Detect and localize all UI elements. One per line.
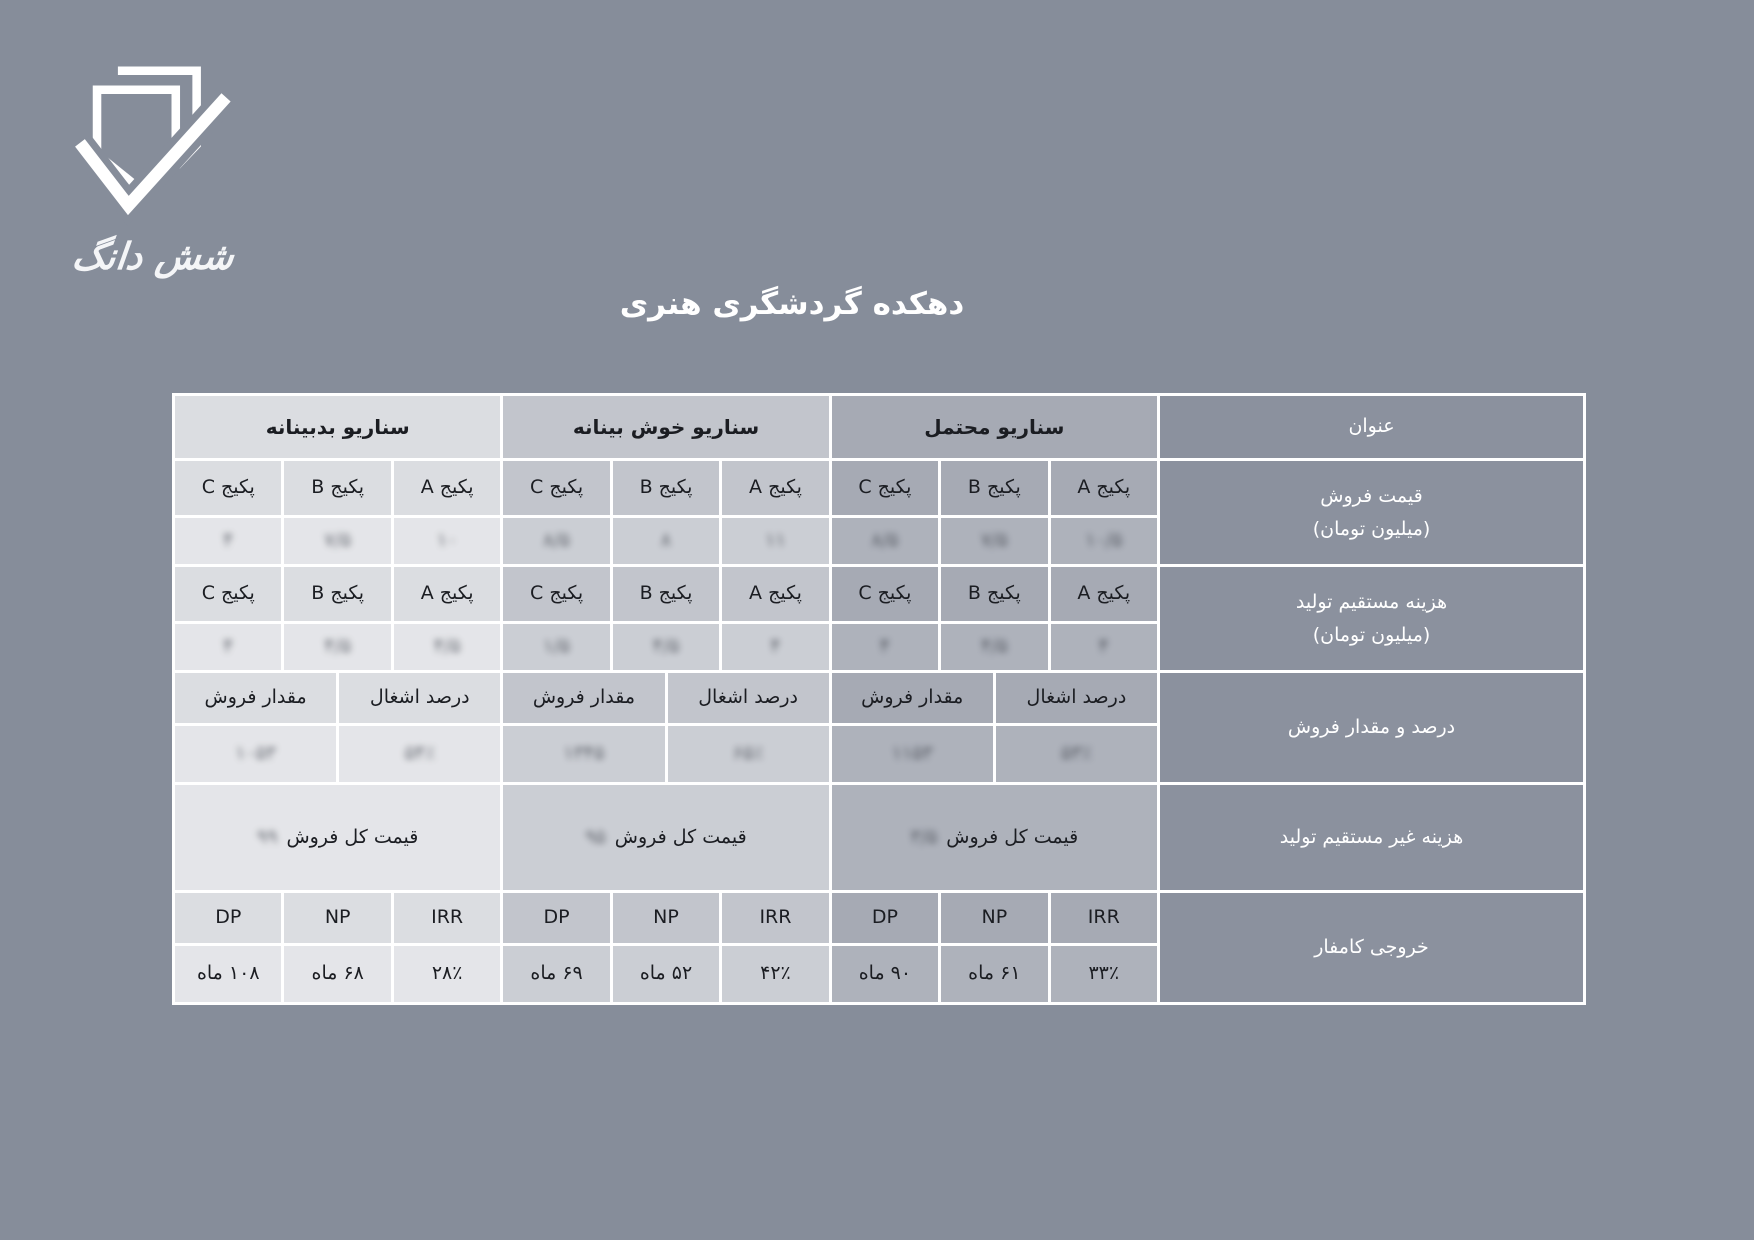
- cell-sale-pessimistic-a: [394, 518, 500, 564]
- pkg-header-cost-pessimistic-b: پکیج B: [284, 567, 390, 621]
- cell-occupancy-pessimistic: [339, 726, 500, 782]
- scenario-header-optimistic: سناریو خوش بینانه: [503, 396, 828, 458]
- cell-sale-probable-c: [832, 518, 938, 564]
- row-title-indirect-cost: هزینه غیر مستقیم تولید: [1160, 785, 1583, 890]
- cell-occupancy-optimistic: [668, 726, 829, 782]
- sub-header-amount-pessimistic: مقدار فروش: [175, 673, 336, 723]
- blurred-value: ۵۳٪: [1061, 742, 1092, 765]
- cell-cost-probable-b: [941, 624, 1047, 670]
- cell-sale-optimistic-a: [722, 518, 828, 564]
- blurred-value: ۱۰۵۳: [235, 742, 277, 765]
- comfar-value-np-probable: ۶۱ ماه: [941, 946, 1047, 1002]
- blurred-value: ۱۱: [765, 529, 786, 552]
- total-sales-label: قیمت کل فروش: [946, 825, 1079, 848]
- cell-total-sales-optimistic: [503, 785, 828, 890]
- row-title-direct-cost: [1160, 567, 1583, 670]
- blurred-value: ۱۳۴۵: [563, 742, 605, 765]
- row-title-direct-cost-line1: هزینه مستقیم تولید: [1295, 591, 1448, 614]
- blurred-value: ۹۵: [585, 825, 606, 848]
- cell-amount-pessimistic: [175, 726, 336, 782]
- blurred-value: ۴: [1098, 635, 1109, 658]
- sub-header-amount-optimistic: مقدار فروش: [503, 673, 664, 723]
- cell-occupancy-probable: [996, 726, 1157, 782]
- comfar-value-np-optimistic: ۵۲ ماه: [613, 946, 719, 1002]
- comfar-value-dp-optimistic: ۶۹ ماه: [503, 946, 609, 1002]
- blurred-value: ۸/۵: [871, 529, 899, 552]
- cell-cost-optimistic-a: [722, 624, 828, 670]
- comfar-header-np-pessimistic: NP: [284, 893, 390, 943]
- cell-cost-pessimistic-c: [175, 624, 281, 670]
- sub-header-occupancy-optimistic: درصد اشغال: [668, 673, 829, 723]
- blurred-value: ۴: [879, 635, 891, 658]
- cell-amount-probable: [832, 726, 993, 782]
- comfar-header-np-optimistic: NP: [613, 893, 719, 943]
- row-title-comfar: خروجی کامفار: [1160, 893, 1583, 1002]
- pkg-header-cost-probable-a: پکیج A: [1051, 567, 1157, 621]
- blurred-value: ۴: [223, 635, 234, 658]
- comfar-header-dp-optimistic: DP: [503, 893, 609, 943]
- cell-amount-optimistic: [503, 726, 664, 782]
- comfar-value-irr-optimistic: ۴۲٪: [722, 946, 828, 1002]
- brand-logo: [58, 48, 248, 278]
- cell-sale-probable-a: [1051, 518, 1157, 564]
- row-title-sale-price-line2: (میلیون تومان): [1312, 517, 1431, 540]
- pkg-header-cost-probable-b: پکیج B: [941, 567, 1047, 621]
- scenario-table: [172, 393, 1586, 1005]
- total-sales-label: قیمت کل فروش: [286, 825, 419, 848]
- blurred-value: ۳/۵: [910, 825, 938, 848]
- comfar-value-irr-probable: ۳۳٪: [1051, 946, 1157, 1002]
- pkg-header-sale-pessimistic-c: پکیج C: [175, 461, 281, 515]
- comfar-header-np-probable: NP: [941, 893, 1047, 943]
- cell-cost-probable-a: [1051, 624, 1157, 670]
- pkg-header-sale-pessimistic-a: پکیج A: [394, 461, 500, 515]
- cell-sale-optimistic-b: [613, 518, 719, 564]
- pkg-header-cost-optimistic-c: پکیج C: [503, 567, 609, 621]
- comfar-header-irr-probable: IRR: [1051, 893, 1157, 943]
- sub-header-occupancy-pessimistic: درصد اشغال: [339, 673, 500, 723]
- comfar-header-dp-pessimistic: DP: [175, 893, 281, 943]
- column-header-title: عنوان: [1160, 396, 1583, 458]
- cell-cost-pessimistic-b: [284, 624, 390, 670]
- blurred-value: ۱/۵: [543, 635, 570, 658]
- pkg-header-sale-probable-a: پکیج A: [1051, 461, 1157, 515]
- pkg-header-sale-pessimistic-b: پکیج B: [284, 461, 390, 515]
- blurred-value: ۸: [660, 529, 672, 552]
- pkg-header-sale-optimistic-b: پکیج B: [613, 461, 719, 515]
- pkg-header-cost-pessimistic-a: پکیج A: [394, 567, 500, 621]
- sub-header-amount-probable: مقدار فروش: [832, 673, 993, 723]
- pkg-header-cost-probable-c: پکیج C: [832, 567, 938, 621]
- scenario-header-pessimistic: سناریو بدبینانه: [175, 396, 500, 458]
- blurred-value: ۶۵٪: [732, 742, 764, 765]
- comfar-value-dp-pessimistic: ۱۰۸ ماه: [175, 946, 281, 1002]
- pkg-header-cost-optimistic-a: پکیج A: [722, 567, 828, 621]
- cell-sale-pessimistic-b: [284, 518, 390, 564]
- blurred-value: ۴/۵: [652, 635, 680, 658]
- pkg-header-cost-pessimistic-c: پکیج C: [175, 567, 281, 621]
- pkg-header-cost-optimistic-b: پکیج B: [613, 567, 719, 621]
- shesh-dang-logo-icon: [68, 48, 238, 233]
- row-title-sale-price: [1160, 461, 1583, 564]
- brand-name: شش دانگ: [70, 235, 236, 278]
- blurred-value: ۴: [223, 529, 234, 552]
- comfar-value-dp-probable: ۹۰ ماه: [832, 946, 938, 1002]
- blurred-value: ۴/۵: [324, 635, 352, 658]
- scenario-header-probable: سناریو محتمل: [832, 396, 1157, 458]
- pkg-header-sale-probable-b: پکیج B: [941, 461, 1047, 515]
- row-title-direct-cost-line2: (میلیون تومان): [1312, 623, 1431, 646]
- cell-sale-pessimistic-c: [175, 518, 281, 564]
- total-sales-label: قیمت کل فروش: [614, 825, 747, 848]
- comfar-header-irr-pessimistic: IRR: [394, 893, 500, 943]
- comfar-header-dp-probable: DP: [832, 893, 938, 943]
- cell-sale-probable-b: [941, 518, 1047, 564]
- cell-cost-optimistic-b: [613, 624, 719, 670]
- blurred-value: ۱۰/۵: [1085, 529, 1123, 552]
- page-title: دهکده گردشگری هنری: [619, 286, 965, 322]
- blurred-value: ۴: [770, 635, 781, 658]
- cell-total-sales-pessimistic: [175, 785, 500, 890]
- blurred-value: ۸/۵: [543, 529, 570, 552]
- cell-sale-optimistic-c: [503, 518, 609, 564]
- blurred-value: ۴/۵: [433, 635, 461, 658]
- pkg-header-sale-probable-c: پکیج C: [832, 461, 938, 515]
- blurred-value: ۷/۵: [324, 529, 352, 552]
- cell-cost-pessimistic-a: [394, 624, 500, 670]
- blurred-value: ۷/۵: [980, 529, 1008, 552]
- blurred-value: ۵۴٪: [404, 742, 436, 765]
- comfar-header-irr-optimistic: IRR: [722, 893, 828, 943]
- pkg-header-sale-optimistic-a: پکیج A: [722, 461, 828, 515]
- comfar-value-np-pessimistic: ۶۸ ماه: [284, 946, 390, 1002]
- cell-cost-probable-c: [832, 624, 938, 670]
- blurred-value: ۴/۵: [980, 635, 1008, 658]
- comfar-value-irr-pessimistic: ۲۸٪: [394, 946, 500, 1002]
- blurred-value: ۱۰: [436, 529, 458, 552]
- blurred-value: ۹۹: [257, 825, 278, 848]
- pkg-header-sale-optimistic-c: پکیج C: [503, 461, 609, 515]
- cell-cost-optimistic-c: [503, 624, 609, 670]
- cell-total-sales-probable: [832, 785, 1157, 890]
- row-title-sale-price-line1: قیمت فروش: [1320, 485, 1423, 508]
- sub-header-occupancy-probable: درصد اشغال: [996, 673, 1157, 723]
- row-title-percent-amount: درصد و مقدار فروش: [1160, 673, 1583, 782]
- blurred-value: ۱۱۵۳: [891, 742, 933, 765]
